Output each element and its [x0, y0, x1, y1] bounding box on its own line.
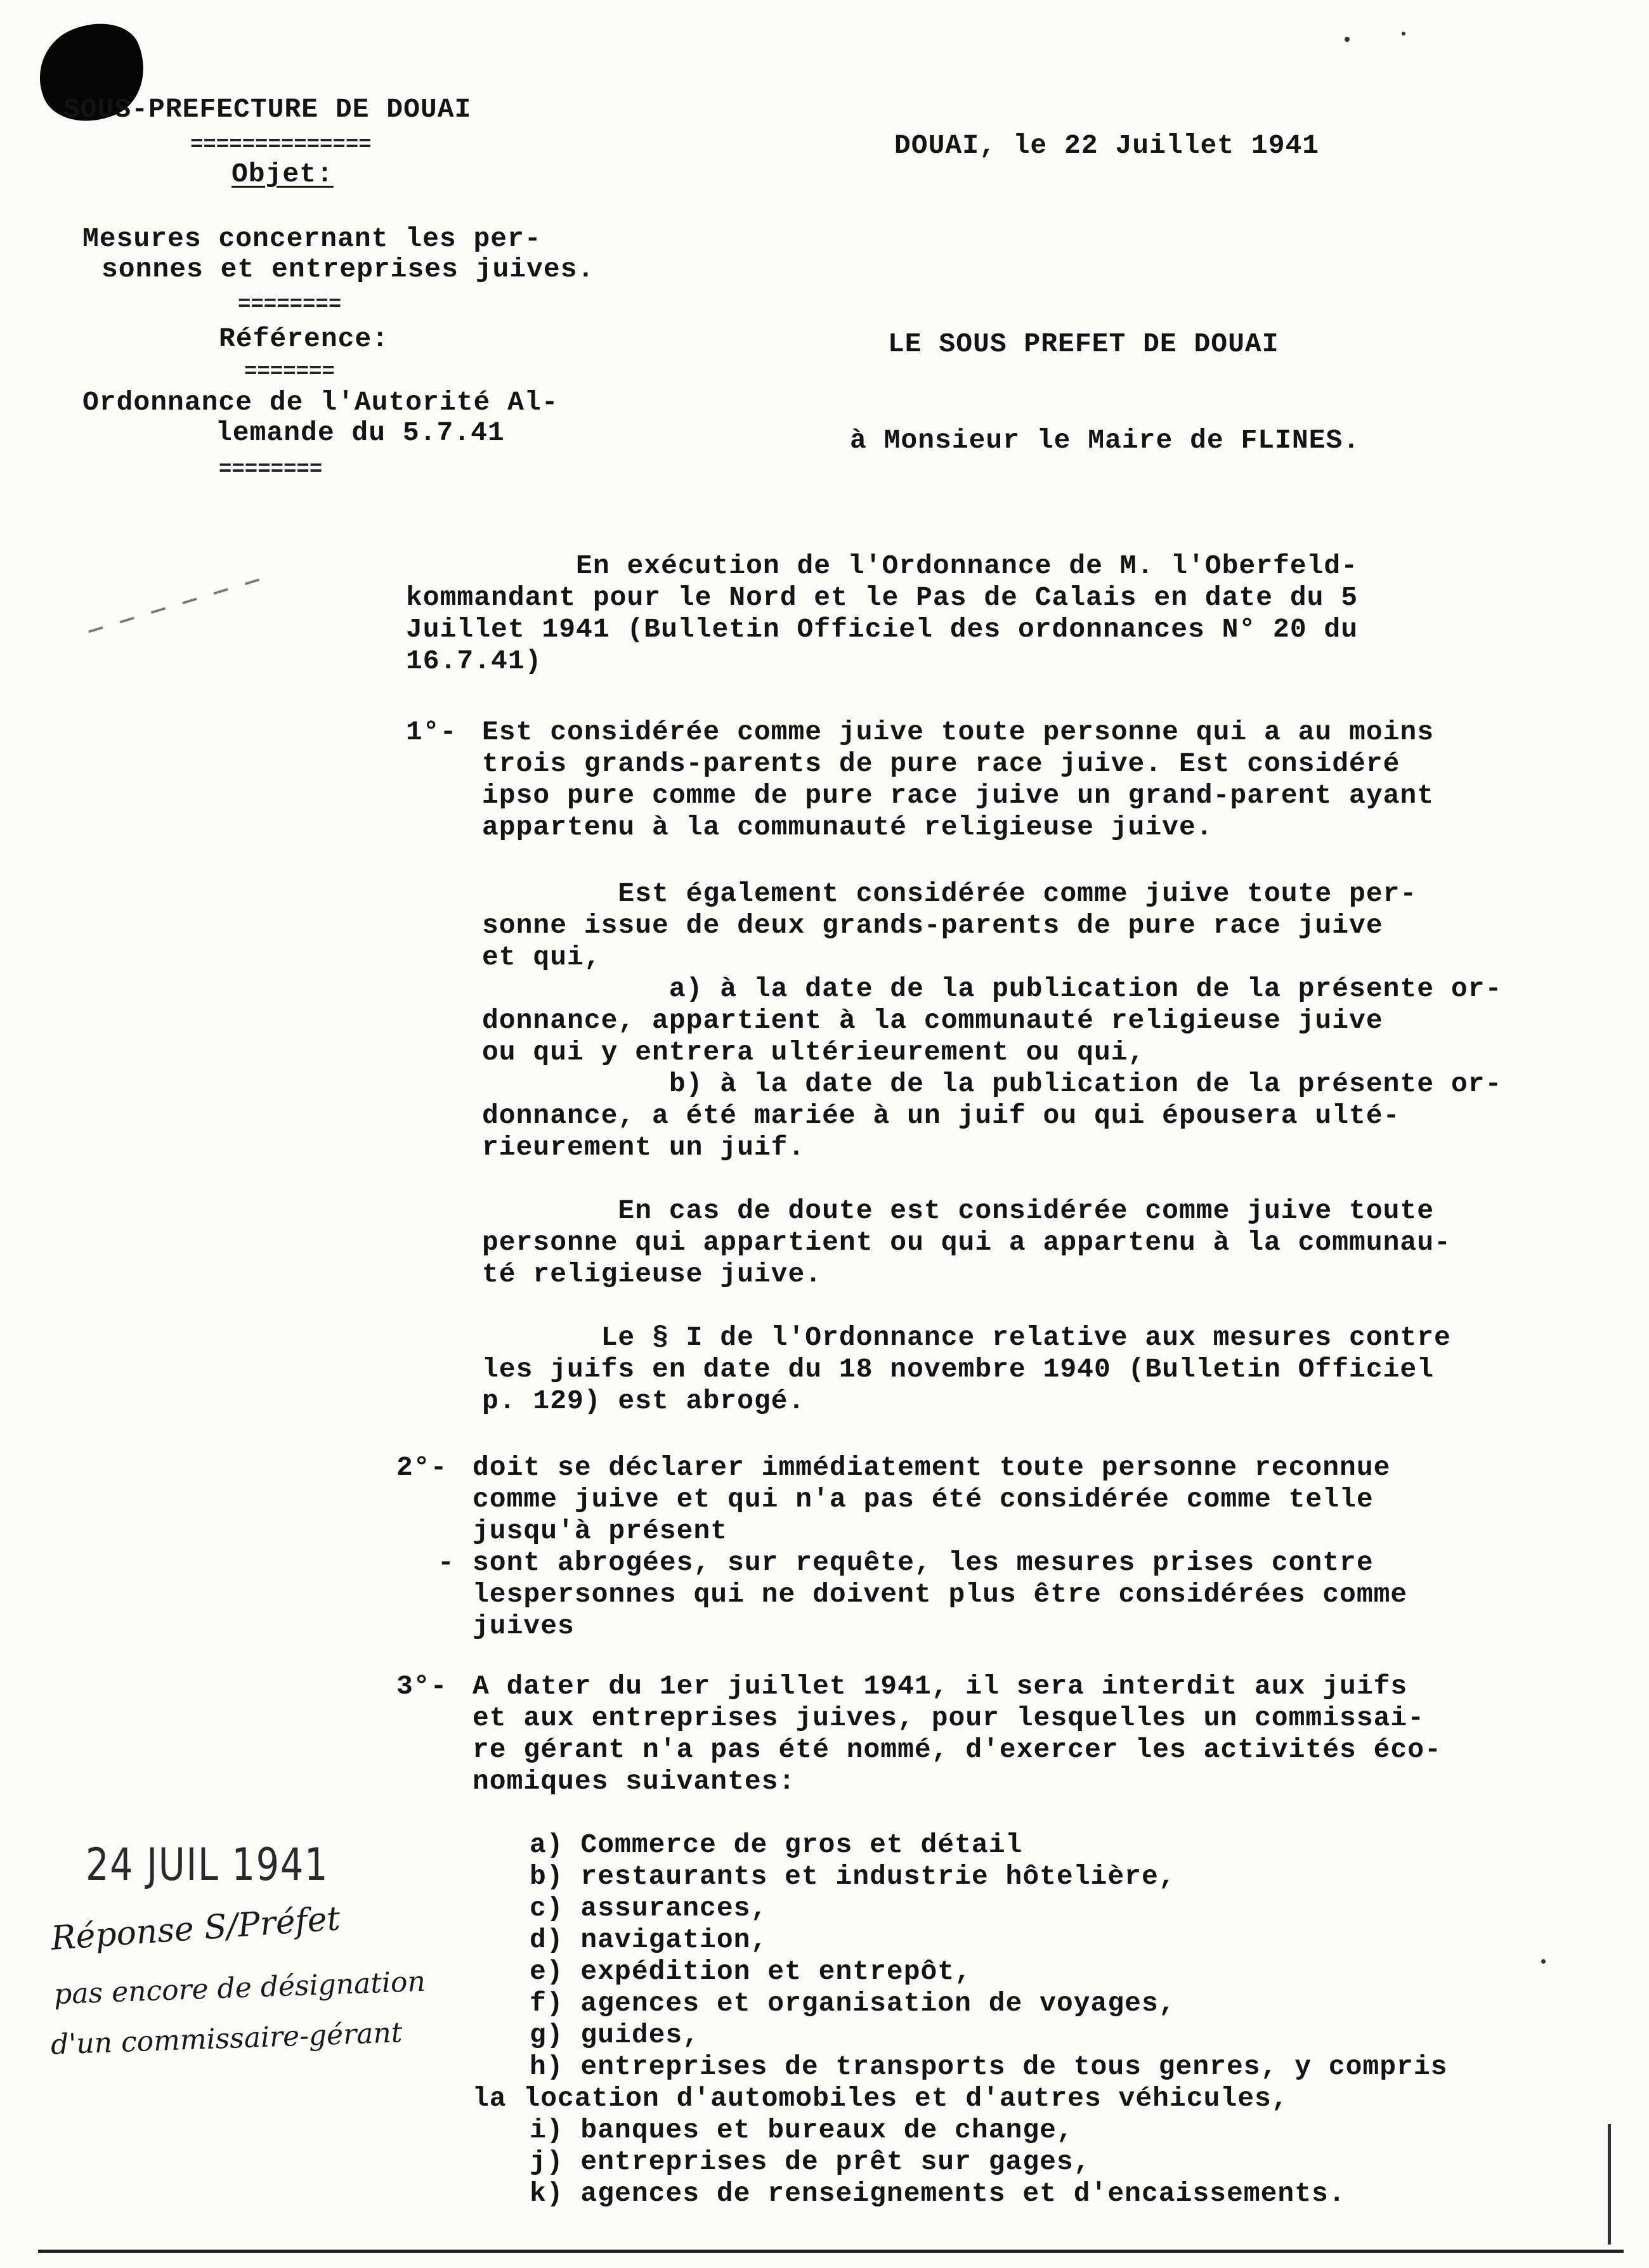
divider: ============== — [190, 133, 372, 157]
faded-stamp-line: — — — — — — — [84, 566, 265, 645]
handwritten-note-line: pas encore de désignation — [53, 1965, 426, 2011]
recipient: à Monsieur le Maire de FLINES. — [850, 425, 1360, 456]
section-1-para-4-line: p. 129) est abrogé. — [482, 1385, 805, 1416]
section-1-line: ipso pure comme de pure race juive un grand-parent ayant — [482, 780, 1435, 811]
section-1-para-2-line: b) à la date de la publication de la présente or- — [482, 1068, 1502, 1099]
objet-text-line-2: sonnes et entreprises juives. — [101, 254, 595, 285]
section-3-line: re gérant n'a pas été nommé, d'exercer les activités éco- — [473, 1734, 1442, 1765]
activity-item: h) entreprises de transports de tous genres, y compris — [530, 2051, 1448, 2082]
reference-text-line-2: lemande du 5.7.41 — [216, 417, 505, 448]
section-2-line: doit se déclarer immédiatement toute personne reconnue — [473, 1452, 1391, 1483]
section-1-para-4-line: Le § I de l'Ordonnance relative aux mesures contre — [482, 1322, 1451, 1353]
reference-text-line-1: Ordonnance de l'Autorité Al- — [82, 387, 559, 418]
section-1-para-2-line: Est également considérée comme juive toute per- — [482, 878, 1418, 909]
bottom-edge-line — [38, 2250, 1624, 2253]
section-1-para-2-line: rieurement un juif. — [482, 1132, 805, 1163]
speck — [1402, 32, 1405, 36]
section-1-line: appartenu à la communauté religieuse juive. — [482, 812, 1213, 843]
intro-line-2: kommandant pour le Nord et le Pas de Calais en date du 5 — [406, 582, 1359, 613]
objet-label: Objet: — [231, 159, 334, 190]
handwritten-note-line: d'un commissaire-gérant — [50, 2016, 403, 2061]
handwritten-note-line: Réponse S/Préfet — [49, 1900, 342, 1958]
activity-item: i) banques et bureaux de change, — [530, 2115, 1074, 2146]
intro-line-3: Juillet 1941 (Bulletin Officiel des ordonnances N° 20 du — [406, 614, 1359, 645]
section-1-para-2-line: a) à la date de la publication de la présente or- — [482, 973, 1502, 1004]
section-1-line: trois grands-parents de pure race juive. Est considéré — [482, 748, 1400, 779]
activity-item: b) restaurants et industrie hôtelière, — [530, 1861, 1176, 1892]
office-heading: SOUS-PREFECTURE DE DOUAI — [63, 94, 472, 125]
section-2b-line: sont abrogées, sur requête, les mesures prises contre — [473, 1547, 1374, 1578]
section-1-para-2-line: donnance, a été mariée à un juif ou qui épousera ulté- — [482, 1100, 1400, 1131]
section-1-para-2-line: sonne issue de deux grands-parents de pure race juive — [482, 910, 1383, 941]
section-3-number: 3°- — [396, 1671, 448, 1702]
section-2b-line: lespersonnes qui ne doivent plus être considérées comme — [473, 1579, 1408, 1610]
activity-item: d) navigation, — [530, 1924, 768, 1955]
activity-item: a) Commerce de gros et détail — [530, 1829, 1023, 1860]
intro-line-4: 16.7.41) — [406, 645, 542, 677]
section-1-number: 1°- — [406, 716, 457, 748]
dateline: DOUAI, le 22 Juillet 1941 — [894, 130, 1320, 161]
section-1-para-2-line: donnance, appartient à la communauté religieuse juive — [482, 1005, 1383, 1036]
margin-line — [1608, 2124, 1611, 2245]
objet-text-line-1: Mesures concernant les per- — [82, 223, 542, 254]
intro-line-1: En exécution de l'Ordonnance de M. l'Oberfeld- — [406, 550, 1359, 581]
activity-item-continuation: la location d'automobiles et d'autres véhicules, — [473, 2083, 1289, 2114]
section-1-para-2-line: ou qui y entrera ultérieurement ou qui, — [482, 1037, 1145, 1068]
section-1-para-3-line: personne qui appartient ou qui a appartenu à la communau- — [482, 1227, 1451, 1258]
section-1-para-3-line: En cas de doute est considérée comme juive toute — [482, 1195, 1435, 1226]
reference-label: Référence: — [219, 323, 389, 354]
divider: ======= — [244, 360, 335, 384]
sender: LE SOUS PREFET DE DOUAI — [888, 328, 1279, 360]
divider: ======== — [238, 293, 342, 317]
section-2-line: jusqu'à présent — [473, 1515, 728, 1546]
section-2b-line: juives — [473, 1610, 575, 1642]
section-1-para-3-line: té religieuse juive. — [482, 1259, 823, 1290]
activity-item: c) assurances, — [530, 1893, 768, 1924]
section-2b-dash: - — [438, 1547, 455, 1578]
section-1-para-2-line: et qui, — [482, 942, 601, 973]
activity-item: f) agences et organisation de voyages, — [530, 1988, 1176, 2019]
section-3-line: nomiques suivantes: — [473, 1766, 796, 1797]
speck — [1345, 37, 1350, 42]
activity-item: j) entreprises de prêt sur gages, — [530, 2146, 1091, 2177]
received-date-stamp: 24 JUIL 1941 — [86, 1839, 329, 1891]
section-3-line: A dater du 1er juillet 1941, il sera interdit aux juifs — [473, 1671, 1408, 1702]
section-3-line: et aux entreprises juives, pour lesquelles un commissai- — [473, 1702, 1425, 1733]
section-1-line: Est considérée comme juive toute personne qui a au moins — [482, 716, 1435, 748]
speck — [1541, 1959, 1546, 1964]
activity-item: k) agences de renseignements et d'encaissements. — [530, 2178, 1346, 2209]
section-2-line: comme juive et qui n'a pas été considérée comme telle — [473, 1484, 1374, 1515]
activity-item: e) expédition et entrepôt, — [530, 1956, 972, 1987]
section-1-para-4-line: les juifs en date du 18 novembre 1940 (Bulletin Officiel — [482, 1354, 1435, 1385]
divider: ======== — [219, 458, 323, 482]
activity-item: g) guides, — [530, 2019, 700, 2051]
section-2-number: 2°- — [396, 1452, 448, 1483]
